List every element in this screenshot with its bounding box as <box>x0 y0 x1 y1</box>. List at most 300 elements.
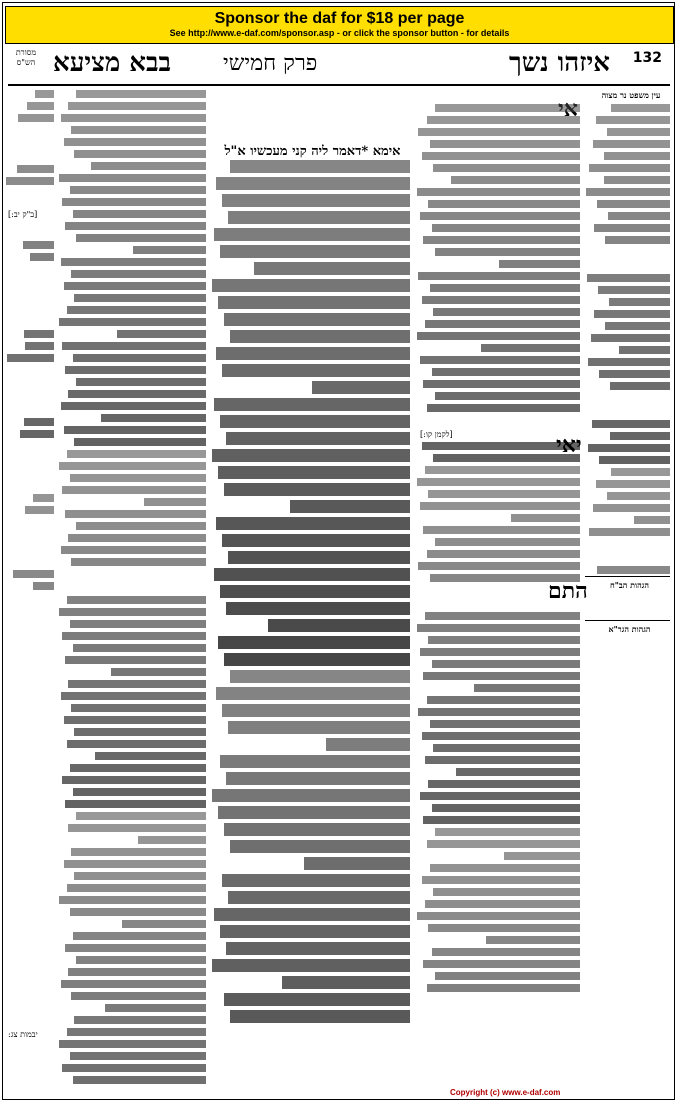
text-line <box>210 721 410 734</box>
text-line <box>415 804 580 812</box>
text-line <box>585 468 670 476</box>
text-line <box>58 956 206 964</box>
text-line <box>58 632 206 640</box>
text-line <box>58 1076 206 1084</box>
text-line <box>58 812 206 820</box>
text-gap <box>6 544 54 556</box>
text-line <box>210 551 410 564</box>
text-gap <box>585 553 670 565</box>
text-line <box>58 486 206 494</box>
text-line <box>58 510 206 518</box>
text-line <box>210 279 410 292</box>
text-line <box>415 708 580 716</box>
text-line <box>210 1010 410 1023</box>
text-line <box>210 585 410 598</box>
text-line <box>585 310 670 318</box>
text-gap <box>6 139 54 151</box>
text-line <box>415 188 580 196</box>
text-line <box>415 344 580 352</box>
text-line <box>585 456 670 464</box>
text-line <box>210 602 410 615</box>
text-line <box>58 764 206 772</box>
text-line <box>58 414 206 422</box>
text-line <box>585 444 670 452</box>
text-line <box>585 566 670 574</box>
page-header <box>8 48 670 86</box>
text-line <box>58 1016 206 1024</box>
text-line <box>6 90 54 98</box>
text-line <box>415 864 580 872</box>
text-line <box>415 404 580 412</box>
text-line <box>585 152 670 160</box>
header-rule <box>8 84 670 86</box>
text-line <box>210 755 410 768</box>
text-line <box>58 306 206 314</box>
text-line <box>58 186 206 194</box>
text-line <box>210 364 410 377</box>
text-line <box>210 636 410 649</box>
text-line <box>415 164 580 172</box>
text-line <box>210 857 410 870</box>
copyright-footer[interactable]: Copyright (c) www.e-daf.com <box>450 1088 561 1097</box>
text-line <box>58 848 206 856</box>
text-line <box>58 150 206 158</box>
text-line <box>415 840 580 848</box>
text-line <box>415 720 580 728</box>
text-gap <box>6 531 54 543</box>
text-gap <box>585 248 670 260</box>
text-line <box>585 200 670 208</box>
divider-2 <box>585 620 670 621</box>
text-line <box>415 948 580 956</box>
text-gap <box>6 126 54 138</box>
text-gap <box>6 442 54 454</box>
text-line <box>6 330 54 338</box>
text-line <box>6 102 54 110</box>
text-line <box>415 984 580 992</box>
text-line <box>210 347 410 360</box>
text-line <box>415 756 580 764</box>
text-gap <box>6 455 54 467</box>
text-line <box>585 128 670 136</box>
text-line <box>58 608 206 616</box>
text-line <box>58 932 206 940</box>
text-line <box>58 258 206 266</box>
text-line <box>415 562 580 570</box>
text-line <box>415 116 580 124</box>
text-line <box>210 568 410 581</box>
text-line <box>58 1040 206 1048</box>
text-line <box>415 936 580 944</box>
text-gap <box>6 291 54 303</box>
text-line <box>58 776 206 784</box>
text-line <box>210 330 410 343</box>
text-line <box>210 262 410 275</box>
text-line <box>58 824 206 832</box>
text-line <box>585 104 670 112</box>
text-line <box>210 313 410 326</box>
text-line <box>415 478 580 486</box>
text-line <box>415 636 580 644</box>
ein-mishpat-column <box>585 104 670 574</box>
text-line <box>210 738 410 751</box>
text-line <box>58 558 206 566</box>
text-line <box>58 174 206 182</box>
text-line <box>415 224 580 232</box>
text-line <box>58 596 206 604</box>
text-line <box>415 392 580 400</box>
text-line <box>58 270 206 278</box>
text-line <box>58 354 206 362</box>
text-line <box>58 438 206 446</box>
perek-label: פרק חמישי <box>223 51 318 76</box>
text-line <box>58 1004 206 1012</box>
text-line <box>415 490 580 498</box>
text-line <box>210 228 410 241</box>
text-line <box>415 308 580 316</box>
text-line <box>585 334 670 342</box>
text-line <box>210 670 410 683</box>
text-line <box>58 546 206 554</box>
text-line <box>210 415 410 428</box>
page-number: 132 <box>632 50 662 66</box>
text-line <box>585 480 670 488</box>
text-line <box>585 298 670 306</box>
text-line <box>210 619 410 632</box>
text-gap <box>6 379 54 391</box>
text-gap <box>6 304 54 316</box>
text-line <box>210 245 410 258</box>
text-line <box>415 696 580 704</box>
text-line <box>585 420 670 428</box>
text-line <box>58 1052 206 1060</box>
text-line <box>58 210 206 218</box>
text-line <box>58 800 206 808</box>
text-line <box>415 924 580 932</box>
text-line <box>58 90 206 98</box>
text-line <box>585 370 670 378</box>
text-line <box>415 380 580 388</box>
text-gap <box>6 189 54 201</box>
masechet-label: מסורת הש"ס <box>15 48 37 67</box>
text-line <box>415 320 580 328</box>
text-gap <box>415 416 580 428</box>
text-line <box>415 200 580 208</box>
text-line <box>585 188 670 196</box>
text-gap <box>6 278 54 290</box>
text-line <box>210 432 410 445</box>
text-line <box>585 140 670 148</box>
sponsor-title[interactable]: Sponsor the daf for $18 per page <box>214 10 465 27</box>
text-line <box>415 248 580 256</box>
hagahot-habach-heading: הגהות הב"ח <box>610 580 649 590</box>
text-line <box>415 502 580 510</box>
text-gap <box>6 228 54 240</box>
text-line <box>585 528 670 536</box>
text-line <box>415 888 580 896</box>
text-line <box>58 198 206 206</box>
text-line <box>58 126 206 134</box>
tractate-name: בבא מציעא <box>53 48 172 78</box>
gemara-opening: אימא *דאמר ליה קני מעכשיו א"ל <box>224 144 401 159</box>
text-line <box>415 876 580 884</box>
text-line <box>415 612 580 620</box>
text-line <box>58 836 206 844</box>
text-line <box>58 474 206 482</box>
text-line <box>6 342 54 350</box>
text-line <box>58 872 206 880</box>
text-line <box>210 976 410 989</box>
text-line <box>415 672 580 680</box>
text-gap <box>6 481 54 493</box>
text-line <box>58 366 206 374</box>
text-line <box>415 900 580 908</box>
text-line <box>585 382 670 390</box>
margin-note-2: [לקמן קו:] <box>420 430 453 439</box>
text-line <box>6 241 54 249</box>
text-gap <box>6 518 54 530</box>
text-line <box>585 274 670 282</box>
text-line <box>415 356 580 364</box>
text-line <box>415 684 580 692</box>
text-line <box>58 656 206 664</box>
text-gap <box>6 317 54 329</box>
text-line <box>415 284 580 292</box>
text-line <box>58 498 206 506</box>
text-line <box>58 330 206 338</box>
text-line <box>415 260 580 268</box>
text-line <box>415 128 580 136</box>
text-line <box>210 704 410 717</box>
margin-note-1: [ב"ק יב:] <box>8 210 38 219</box>
text-line <box>58 402 206 410</box>
text-line <box>58 222 206 230</box>
text-line <box>415 140 580 148</box>
text-line <box>210 993 410 1006</box>
divider-1 <box>585 576 670 577</box>
text-line <box>58 644 206 652</box>
text-line <box>585 164 670 172</box>
text-line <box>58 138 206 146</box>
text-line <box>415 538 580 546</box>
text-gap <box>6 392 54 404</box>
text-gap <box>6 468 54 480</box>
text-line <box>585 176 670 184</box>
text-line <box>210 959 410 972</box>
text-line <box>210 840 410 853</box>
text-line <box>415 176 580 184</box>
gemara-column <box>210 160 410 1030</box>
text-line <box>58 728 206 736</box>
text-line <box>58 716 206 724</box>
text-gap <box>6 152 54 164</box>
text-line <box>58 680 206 688</box>
text-line <box>585 504 670 512</box>
text-line <box>585 516 670 524</box>
text-line <box>585 236 670 244</box>
text-line <box>415 960 580 968</box>
text-gap <box>585 394 670 406</box>
text-line <box>210 160 410 173</box>
text-gap <box>585 407 670 419</box>
text-gap <box>58 570 206 582</box>
text-line <box>585 116 670 124</box>
text-gap <box>6 405 54 417</box>
text-line <box>210 483 410 496</box>
text-line <box>585 432 670 440</box>
text-line <box>210 789 410 802</box>
text-line <box>210 806 410 819</box>
ein-mishpat-heading: עין משפט נר מצוה <box>601 90 661 100</box>
text-line <box>415 624 580 632</box>
dibur-marker-hatam: התם <box>548 578 588 604</box>
text-line <box>58 920 206 928</box>
text-line <box>6 114 54 122</box>
text-line <box>415 732 580 740</box>
chapter-name: איזהו נשך <box>508 48 610 78</box>
text-line <box>58 860 206 868</box>
text-line <box>58 884 206 892</box>
text-line <box>210 517 410 530</box>
text-line <box>58 788 206 796</box>
text-line <box>210 381 410 394</box>
text-line <box>585 492 670 500</box>
text-line <box>58 968 206 976</box>
text-line <box>6 494 54 502</box>
text-line <box>210 942 410 955</box>
text-line <box>210 908 410 921</box>
text-line <box>58 378 206 386</box>
text-line <box>415 972 580 980</box>
text-line <box>58 620 206 628</box>
text-line <box>6 253 54 261</box>
text-line <box>58 668 206 676</box>
text-line <box>58 534 206 542</box>
text-line <box>415 816 580 824</box>
text-line <box>585 346 670 354</box>
text-line <box>210 823 410 836</box>
text-line <box>210 653 410 666</box>
text-line <box>210 772 410 785</box>
text-line <box>585 286 670 294</box>
masoret-column <box>6 90 54 1090</box>
text-gap <box>58 583 206 595</box>
text-line <box>58 294 206 302</box>
text-line <box>210 534 410 547</box>
text-line <box>58 1028 206 1036</box>
text-line <box>58 896 206 904</box>
text-line <box>58 908 206 916</box>
text-line <box>415 212 580 220</box>
dibur-marker-yai: יאי <box>556 432 582 458</box>
text-line <box>6 418 54 426</box>
text-line <box>210 177 410 190</box>
text-line <box>210 398 410 411</box>
text-line <box>210 466 410 479</box>
text-line <box>6 582 54 590</box>
text-line <box>415 852 580 860</box>
text-line <box>415 296 580 304</box>
text-line <box>415 332 580 340</box>
text-line <box>210 687 410 700</box>
text-line <box>415 526 580 534</box>
text-line <box>210 874 410 887</box>
text-line <box>58 114 206 122</box>
text-line <box>6 430 54 438</box>
text-line <box>415 152 580 160</box>
text-line <box>585 212 670 220</box>
text-line <box>415 236 580 244</box>
text-line <box>58 522 206 530</box>
text-line <box>415 792 580 800</box>
hagahot-hagra-heading: הגהות הגר"א <box>608 624 651 634</box>
text-line <box>415 780 580 788</box>
text-line <box>58 944 206 952</box>
text-line <box>210 500 410 513</box>
text-line <box>58 318 206 326</box>
text-line <box>58 426 206 434</box>
text-line <box>585 224 670 232</box>
tosafot-column <box>58 90 206 1090</box>
text-line <box>585 322 670 330</box>
text-line <box>58 162 206 170</box>
text-line <box>415 768 580 776</box>
text-line <box>58 282 206 290</box>
text-line <box>210 211 410 224</box>
text-line <box>210 194 410 207</box>
text-line <box>6 506 54 514</box>
text-line <box>415 550 580 558</box>
text-line <box>415 660 580 668</box>
text-gap <box>585 261 670 273</box>
text-line <box>6 177 54 185</box>
sponsor-banner[interactable] <box>5 6 674 44</box>
text-line <box>58 450 206 458</box>
text-line <box>58 390 206 398</box>
text-line <box>415 744 580 752</box>
text-line <box>58 704 206 712</box>
text-line <box>415 368 580 376</box>
text-line <box>415 514 580 522</box>
text-line <box>6 570 54 578</box>
margin-note-3: יבמות צג: <box>8 1030 38 1039</box>
text-line <box>58 1064 206 1072</box>
text-line <box>58 246 206 254</box>
text-line <box>58 234 206 242</box>
text-line <box>415 912 580 920</box>
text-gap <box>6 265 54 277</box>
text-line <box>585 358 670 366</box>
text-line <box>415 104 580 112</box>
sponsor-subtitle[interactable]: See http://www.e-daf.com/sponsor.asp - or click the sponsor button - for details <box>169 28 510 38</box>
text-line <box>415 272 580 280</box>
text-line <box>210 891 410 904</box>
text-line <box>415 466 580 474</box>
text-line <box>58 692 206 700</box>
text-line <box>415 828 580 836</box>
text-line <box>210 925 410 938</box>
text-line <box>58 740 206 748</box>
text-line <box>210 296 410 309</box>
text-line <box>58 992 206 1000</box>
text-line <box>6 354 54 362</box>
text-gap <box>6 366 54 378</box>
text-line <box>58 102 206 110</box>
text-line <box>58 752 206 760</box>
text-line <box>58 980 206 988</box>
text-gap <box>585 540 670 552</box>
text-line <box>415 648 580 656</box>
